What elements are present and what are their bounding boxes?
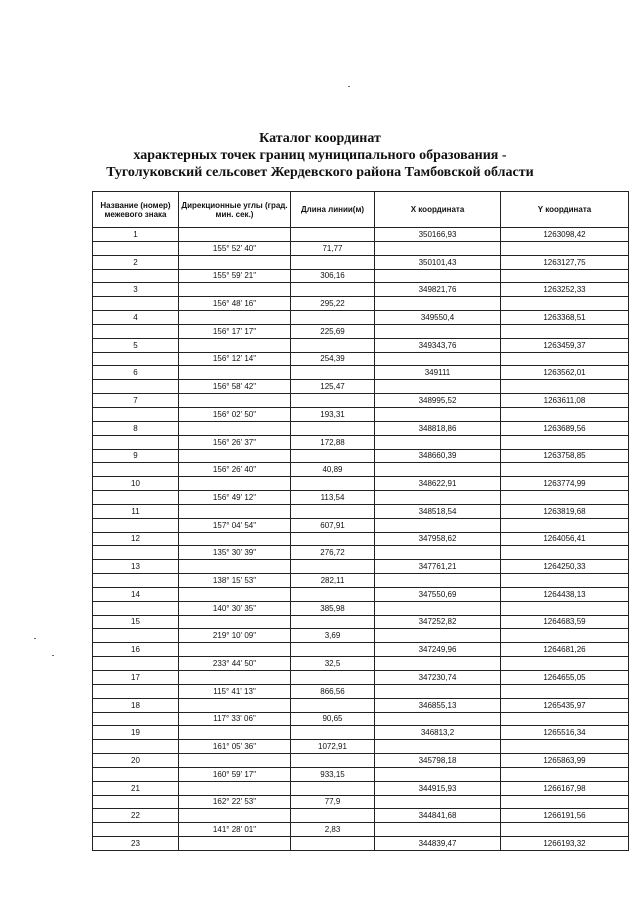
- table-row-point: [93, 587, 629, 601]
- empty-x-cell: [375, 823, 501, 837]
- line-length: 295,22: [291, 297, 375, 311]
- x-coordinate: 350101,43: [375, 255, 501, 269]
- x-coordinate: 345798,18: [375, 754, 501, 768]
- x-coordinate: 348660,39: [375, 449, 501, 463]
- line-length: 1072,91: [291, 740, 375, 754]
- y-coordinate: 1266191,56: [501, 809, 629, 823]
- direction-angle: 161° 05' 36": [179, 740, 291, 754]
- point-number: 18: [93, 698, 179, 712]
- empty-x-cell: [375, 657, 501, 671]
- y-coordinate: 1263774,99: [501, 477, 629, 491]
- empty-x-cell: [375, 380, 501, 394]
- point-number: 5: [93, 338, 179, 352]
- direction-angle: 156° 58' 42": [179, 380, 291, 394]
- empty-y-cell: [501, 629, 629, 643]
- y-coordinate: 1265516,34: [501, 726, 629, 740]
- empty-angle-cell: [179, 837, 291, 851]
- y-coordinate: 1264655,05: [501, 671, 629, 685]
- table-header-row: [93, 192, 629, 228]
- x-coordinate: 344841,68: [375, 809, 501, 823]
- point-number: 17: [93, 671, 179, 685]
- empty-angle-cell: [179, 283, 291, 297]
- table-row-point: [93, 311, 629, 325]
- header-x: X координата: [375, 192, 501, 228]
- direction-angle: 155° 59' 21": [179, 269, 291, 283]
- empty-x-cell: [375, 435, 501, 449]
- empty-angle-cell: [179, 615, 291, 629]
- empty-y-cell: [501, 767, 629, 781]
- empty-x-cell: [375, 518, 501, 532]
- empty-angle-cell: [179, 311, 291, 325]
- empty-length-cell: [291, 809, 375, 823]
- empty-length-cell: [291, 643, 375, 657]
- empty-y-cell: [501, 657, 629, 671]
- line-length: 172,88: [291, 435, 375, 449]
- empty-length-cell: [291, 532, 375, 546]
- point-number: 2: [93, 255, 179, 269]
- empty-length-cell: [291, 560, 375, 574]
- empty-y-cell: [501, 380, 629, 394]
- empty-name-cell: [93, 795, 179, 809]
- direction-angle: 156° 17' 17": [179, 324, 291, 338]
- direction-angle: 115° 41' 13": [179, 684, 291, 698]
- x-coordinate: 347230,74: [375, 671, 501, 685]
- point-number: 7: [93, 394, 179, 408]
- direction-angle: 156° 49' 12": [179, 491, 291, 505]
- empty-y-cell: [501, 435, 629, 449]
- empty-length-cell: [291, 311, 375, 325]
- empty-angle-cell: [179, 394, 291, 408]
- point-number: 21: [93, 781, 179, 795]
- empty-length-cell: [291, 726, 375, 740]
- direction-angle: 117° 33' 06": [179, 712, 291, 726]
- direction-angle: 162° 22' 53": [179, 795, 291, 809]
- table-row-segment: [93, 740, 629, 754]
- table-row-segment: [93, 352, 629, 366]
- table-row-segment: [93, 601, 629, 615]
- table-row-segment: [93, 463, 629, 477]
- y-coordinate: 1265435,97: [501, 698, 629, 712]
- empty-name-cell: [93, 435, 179, 449]
- empty-angle-cell: [179, 643, 291, 657]
- direction-angle: 156° 26' 37": [179, 435, 291, 449]
- empty-angle-cell: [179, 726, 291, 740]
- direction-angle: 160° 59' 17": [179, 767, 291, 781]
- x-coordinate: 348518,54: [375, 504, 501, 518]
- empty-y-cell: [501, 518, 629, 532]
- table-row-segment: [93, 297, 629, 311]
- direction-angle: 138° 15' 53": [179, 574, 291, 588]
- table-row-point: [93, 504, 629, 518]
- table-row-point: [93, 394, 629, 408]
- y-coordinate: 1264056,41: [501, 532, 629, 546]
- empty-name-cell: [93, 297, 179, 311]
- table-row-point: [93, 532, 629, 546]
- empty-length-cell: [291, 366, 375, 380]
- table-row-point: [93, 477, 629, 491]
- empty-name-cell: [93, 823, 179, 837]
- y-coordinate: 1263252,33: [501, 283, 629, 297]
- point-number: 19: [93, 726, 179, 740]
- empty-length-cell: [291, 615, 375, 629]
- empty-angle-cell: [179, 477, 291, 491]
- empty-angle-cell: [179, 560, 291, 574]
- table-row-segment: [93, 546, 629, 560]
- empty-angle-cell: [179, 532, 291, 546]
- scan-speck: [34, 638, 36, 639]
- table-row-point: [93, 754, 629, 768]
- x-coordinate: 347761,21: [375, 560, 501, 574]
- line-length: 125,47: [291, 380, 375, 394]
- table-row-point: [93, 615, 629, 629]
- direction-angle: 157° 04' 54": [179, 518, 291, 532]
- table-row-point: [93, 560, 629, 574]
- empty-y-cell: [501, 823, 629, 837]
- empty-x-cell: [375, 407, 501, 421]
- x-coordinate: 347249,96: [375, 643, 501, 657]
- y-coordinate: 1264681,26: [501, 643, 629, 657]
- empty-x-cell: [375, 629, 501, 643]
- table-row-point: [93, 781, 629, 795]
- empty-x-cell: [375, 574, 501, 588]
- point-number: 20: [93, 754, 179, 768]
- y-coordinate: 1263689,56: [501, 421, 629, 435]
- empty-angle-cell: [179, 228, 291, 242]
- table-row-point: [93, 421, 629, 435]
- x-coordinate: 344915,93: [375, 781, 501, 795]
- empty-length-cell: [291, 394, 375, 408]
- table-row-point: [93, 338, 629, 352]
- table-row-segment: [93, 657, 629, 671]
- table-row-segment: [93, 823, 629, 837]
- point-number: 23: [93, 837, 179, 851]
- direction-angle: 140° 30' 35": [179, 601, 291, 615]
- y-coordinate: 1263127,75: [501, 255, 629, 269]
- y-coordinate: 1263611,08: [501, 394, 629, 408]
- empty-length-cell: [291, 449, 375, 463]
- table-row-segment: [93, 380, 629, 394]
- empty-x-cell: [375, 324, 501, 338]
- direction-angle: 141° 28' 01": [179, 823, 291, 837]
- point-number: 4: [93, 311, 179, 325]
- empty-x-cell: [375, 684, 501, 698]
- direction-angle: 155° 52' 40": [179, 241, 291, 255]
- table-row-point: [93, 366, 629, 380]
- direction-angle: 135° 30' 39": [179, 546, 291, 560]
- empty-name-cell: [93, 407, 179, 421]
- y-coordinate: 1263562,01: [501, 366, 629, 380]
- table-row-point: [93, 726, 629, 740]
- empty-angle-cell: [179, 449, 291, 463]
- empty-y-cell: [501, 546, 629, 560]
- empty-length-cell: [291, 698, 375, 712]
- point-number: 8: [93, 421, 179, 435]
- x-coordinate: 346855,13: [375, 698, 501, 712]
- y-coordinate: 1266167,98: [501, 781, 629, 795]
- line-length: 32,5: [291, 657, 375, 671]
- line-length: 3,69: [291, 629, 375, 643]
- line-length: 254,39: [291, 352, 375, 366]
- title-line-2: характерных точек границ муниципального образования -: [133, 148, 507, 163]
- empty-name-cell: [93, 380, 179, 394]
- table-row-point: [93, 809, 629, 823]
- table-row-segment: [93, 712, 629, 726]
- x-coordinate: 349550,4: [375, 311, 501, 325]
- line-length: 2,83: [291, 823, 375, 837]
- empty-length-cell: [291, 504, 375, 518]
- empty-name-cell: [93, 518, 179, 532]
- table-row-segment: [93, 629, 629, 643]
- empty-angle-cell: [179, 754, 291, 768]
- empty-y-cell: [501, 269, 629, 283]
- empty-length-cell: [291, 587, 375, 601]
- header-length: Длина линии(м): [291, 192, 375, 228]
- line-length: 193,31: [291, 407, 375, 421]
- empty-x-cell: [375, 795, 501, 809]
- empty-x-cell: [375, 546, 501, 560]
- empty-y-cell: [501, 352, 629, 366]
- line-length: 90,65: [291, 712, 375, 726]
- point-number: 6: [93, 366, 179, 380]
- empty-name-cell: [93, 740, 179, 754]
- empty-length-cell: [291, 781, 375, 795]
- table-row-segment: [93, 684, 629, 698]
- point-number: 11: [93, 504, 179, 518]
- empty-y-cell: [501, 407, 629, 421]
- line-length: 607,91: [291, 518, 375, 532]
- point-number: 15: [93, 615, 179, 629]
- y-coordinate: 1266193,32: [501, 837, 629, 851]
- table-row-segment: [93, 407, 629, 421]
- empty-y-cell: [501, 712, 629, 726]
- empty-angle-cell: [179, 504, 291, 518]
- empty-x-cell: [375, 712, 501, 726]
- x-coordinate: 347958,62: [375, 532, 501, 546]
- scan-speck: [52, 655, 54, 656]
- empty-name-cell: [93, 324, 179, 338]
- empty-name-cell: [93, 241, 179, 255]
- table-row-point: [93, 283, 629, 297]
- y-coordinate: 1263819,68: [501, 504, 629, 518]
- empty-x-cell: [375, 463, 501, 477]
- x-coordinate: 347550,69: [375, 587, 501, 601]
- empty-x-cell: [375, 297, 501, 311]
- line-length: 306,16: [291, 269, 375, 283]
- table-row-segment: [93, 324, 629, 338]
- empty-angle-cell: [179, 671, 291, 685]
- point-number: 9: [93, 449, 179, 463]
- empty-y-cell: [501, 241, 629, 255]
- table-row-segment: [93, 491, 629, 505]
- empty-angle-cell: [179, 255, 291, 269]
- title-line-3: Туголуковский сельсовет Жердевского района Тамбовской области: [106, 165, 534, 180]
- point-number: 3: [93, 283, 179, 297]
- x-coordinate: 348818,86: [375, 421, 501, 435]
- x-coordinate: 349111: [375, 366, 501, 380]
- empty-name-cell: [93, 352, 179, 366]
- title-line-1: Каталог координат: [259, 131, 381, 146]
- point-number: 22: [93, 809, 179, 823]
- table-row-segment: [93, 241, 629, 255]
- empty-angle-cell: [179, 587, 291, 601]
- empty-length-cell: [291, 255, 375, 269]
- point-number: 14: [93, 587, 179, 601]
- empty-y-cell: [501, 795, 629, 809]
- empty-length-cell: [291, 338, 375, 352]
- direction-angle: 156° 02' 50": [179, 407, 291, 421]
- table-body: [93, 228, 629, 851]
- table-row-segment: [93, 795, 629, 809]
- direction-angle: 233° 44' 50": [179, 657, 291, 671]
- line-length: 40,89: [291, 463, 375, 477]
- x-coordinate: 348995,52: [375, 394, 501, 408]
- empty-length-cell: [291, 421, 375, 435]
- x-coordinate: 349821,76: [375, 283, 501, 297]
- empty-name-cell: [93, 463, 179, 477]
- empty-y-cell: [501, 324, 629, 338]
- empty-angle-cell: [179, 781, 291, 795]
- direction-angle: 156° 26' 40": [179, 463, 291, 477]
- line-length: 77,9: [291, 795, 375, 809]
- table-row-segment: [93, 767, 629, 781]
- scan-speck: [348, 86, 350, 87]
- empty-name-cell: [93, 574, 179, 588]
- empty-x-cell: [375, 740, 501, 754]
- y-coordinate: 1263368,51: [501, 311, 629, 325]
- empty-angle-cell: [179, 698, 291, 712]
- table-row-point: [93, 643, 629, 657]
- empty-length-cell: [291, 754, 375, 768]
- table-row-segment: [93, 574, 629, 588]
- header-name: Название (номер) межевого знака: [93, 192, 179, 228]
- table-row-point: [93, 449, 629, 463]
- coordinates-table: [92, 191, 629, 851]
- header-y: Y координата: [501, 192, 629, 228]
- table-row-point: [93, 228, 629, 242]
- empty-name-cell: [93, 601, 179, 615]
- table-row-point: [93, 837, 629, 851]
- direction-angle: 219° 10' 09": [179, 629, 291, 643]
- empty-name-cell: [93, 269, 179, 283]
- empty-y-cell: [501, 463, 629, 477]
- empty-y-cell: [501, 574, 629, 588]
- empty-x-cell: [375, 491, 501, 505]
- document-title: [0, 130, 640, 181]
- empty-name-cell: [93, 491, 179, 505]
- empty-length-cell: [291, 837, 375, 851]
- direction-angle: 156° 48' 16": [179, 297, 291, 311]
- line-length: 71,77: [291, 241, 375, 255]
- empty-name-cell: [93, 684, 179, 698]
- point-number: 12: [93, 532, 179, 546]
- empty-angle-cell: [179, 366, 291, 380]
- table-row-point: [93, 698, 629, 712]
- empty-y-cell: [501, 491, 629, 505]
- table-row-segment: [93, 435, 629, 449]
- empty-angle-cell: [179, 421, 291, 435]
- table-row-point: [93, 671, 629, 685]
- point-number: 16: [93, 643, 179, 657]
- empty-angle-cell: [179, 338, 291, 352]
- empty-name-cell: [93, 712, 179, 726]
- y-coordinate: 1264250,33: [501, 560, 629, 574]
- empty-x-cell: [375, 352, 501, 366]
- table-row-segment: [93, 269, 629, 283]
- header-angle: Дирекционные углы (град. мин. сек.): [179, 192, 291, 228]
- line-length: 933,15: [291, 767, 375, 781]
- y-coordinate: 1265863,99: [501, 754, 629, 768]
- y-coordinate: 1263758,85: [501, 449, 629, 463]
- x-coordinate: 349343,76: [375, 338, 501, 352]
- empty-y-cell: [501, 297, 629, 311]
- line-length: 276,72: [291, 546, 375, 560]
- table-row-point: [93, 255, 629, 269]
- empty-name-cell: [93, 546, 179, 560]
- empty-angle-cell: [179, 809, 291, 823]
- y-coordinate: 1264438,13: [501, 587, 629, 601]
- empty-name-cell: [93, 657, 179, 671]
- point-number: 1: [93, 228, 179, 242]
- x-coordinate: 346813,2: [375, 726, 501, 740]
- empty-length-cell: [291, 228, 375, 242]
- x-coordinate: 348622,91: [375, 477, 501, 491]
- y-coordinate: 1263459,37: [501, 338, 629, 352]
- empty-length-cell: [291, 671, 375, 685]
- table-row-segment: [93, 518, 629, 532]
- empty-length-cell: [291, 477, 375, 491]
- line-length: 113,54: [291, 491, 375, 505]
- empty-x-cell: [375, 269, 501, 283]
- empty-x-cell: [375, 767, 501, 781]
- empty-name-cell: [93, 767, 179, 781]
- empty-y-cell: [501, 684, 629, 698]
- empty-x-cell: [375, 601, 501, 615]
- y-coordinate: 1263098,42: [501, 228, 629, 242]
- direction-angle: 156° 12' 14": [179, 352, 291, 366]
- empty-length-cell: [291, 283, 375, 297]
- line-length: 282,11: [291, 574, 375, 588]
- x-coordinate: 344839,47: [375, 837, 501, 851]
- empty-y-cell: [501, 601, 629, 615]
- point-number: 13: [93, 560, 179, 574]
- x-coordinate: 350166,93: [375, 228, 501, 242]
- line-length: 225,69: [291, 324, 375, 338]
- y-coordinate: 1264683,59: [501, 615, 629, 629]
- empty-x-cell: [375, 241, 501, 255]
- point-number: 10: [93, 477, 179, 491]
- line-length: 866,56: [291, 684, 375, 698]
- x-coordinate: 347252,82: [375, 615, 501, 629]
- empty-name-cell: [93, 629, 179, 643]
- empty-y-cell: [501, 740, 629, 754]
- line-length: 385,98: [291, 601, 375, 615]
